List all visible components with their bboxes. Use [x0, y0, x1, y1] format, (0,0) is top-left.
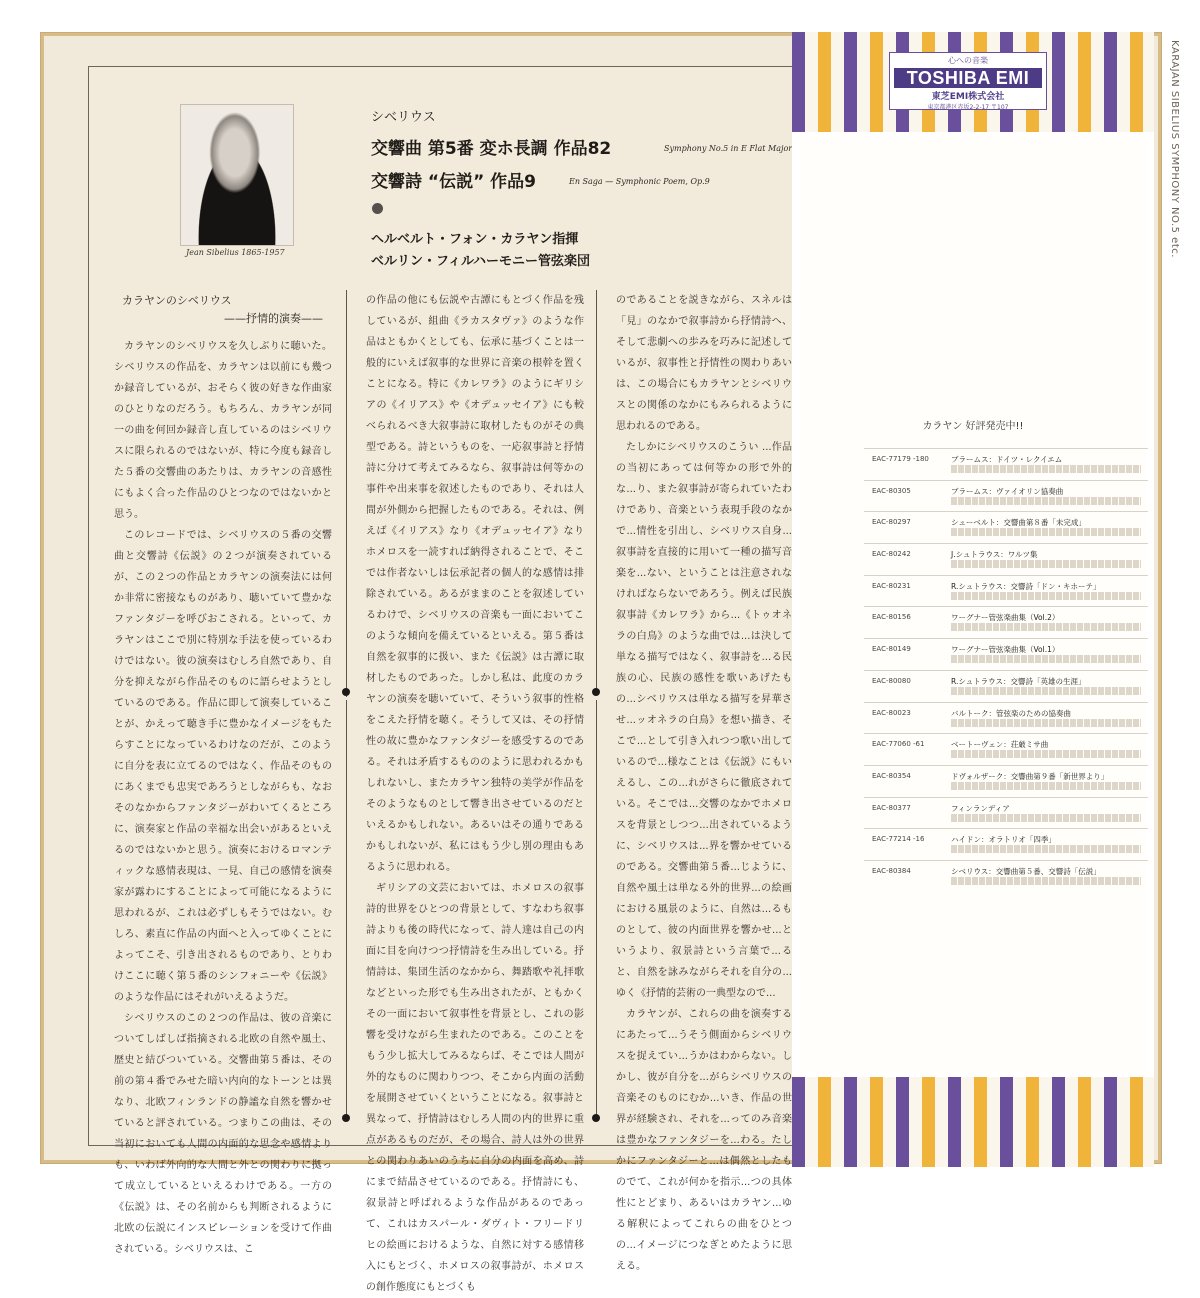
catalog-detail — [951, 814, 1141, 822]
article-column-1 — [114, 336, 332, 1255]
article-subtitle: ——抒情的演奏—— — [224, 312, 323, 325]
catalog-title: J.シュトラウス：ワルツ集 — [951, 550, 1038, 560]
catalog-title: バルトーク：管弦楽のための協奏曲 — [951, 708, 1071, 718]
article-title: カラヤンのシベリウス — [122, 294, 232, 307]
catalog-title: ブラームス：ヴァイオリン協奏曲 — [951, 486, 1064, 496]
company-name: 東芝EMI株式会社 — [931, 92, 1005, 102]
catalog-title: ワーグナー管弦楽曲集（Vol.2） — [951, 613, 1060, 623]
spine-text-strip — [1166, 32, 1180, 932]
toshiba-emi-logo — [889, 52, 1047, 110]
catalog-detail — [951, 592, 1141, 600]
catalog-title: ドヴォルザーク：交響曲第９番「新世界より」 — [951, 771, 1109, 781]
catalog-number: EAC-80354 — [872, 771, 911, 780]
catalog-number: EAC-80384 — [872, 866, 911, 875]
work-title-1: 交響曲 第5番 変ホ長調 作品82 — [371, 139, 612, 159]
column-divider — [346, 290, 347, 690]
catalog-number: EAC-80023 — [872, 708, 911, 717]
catalog-detail — [951, 750, 1141, 758]
column-divider — [596, 700, 597, 1118]
article-paragraph: の作品の他にも伝説や古譚にもとづく作品を残しているが、組曲《ラカスタヴァ》のような作品はともかくとしても、伝承に基づくことは一般的にいえば叙事的な世界に音楽の根幹を置くことになる。特に《カレワラ》のようにギリシアの《イリアス》や《オデュッセイア》にも較べられるべき大叙事詩に取材したものがその典型である。詩というものを、一応叙事詩と抒情詩に分けて考えてみるなら、叙事詩は何等かの事件や出来事を叙述したものであり、それは人間が外側から把握したものである。それは、例えば《イリアス》なり《オデュッセイア》なりホメロスを一読すれば納得されることで、そこでは作者ないしは伝承記者の個人的な感情は排除されている。あるがままのことを叙述しているわけで、シベリウスの音楽も一面においてこのような傾向を備えているといえる。第５番は自然を叙事的に扱い、また《伝説》は古譚に取材したものであった。しかし私は、此度のカラヤンの演奏を聴いていて、そういう叙事的性格をこえた抒情を聴く。そうして又は、その抒情性の故に豊かなファンタジーを感受するのである。それは矛盾するもののように思われるかもしれないし、またカラヤン独特の美学が作品をそのようなものとして響き出させているのだといえるかもしれない。あるいはその通りであるかもしれないが、私にはもう少し別の理由もあるように思われる。 — [366, 295, 584, 873]
catalog-title: R.シュトラウス：交響詩「ドン・キホーテ」 — [951, 581, 1101, 591]
catalog-item — [864, 511, 1148, 543]
divider-dot-icon — [342, 688, 350, 696]
logo-tagline: 心への音楽 — [948, 56, 988, 65]
catalog-title: ワーグナー管弦楽曲集（Vol.1） — [951, 645, 1060, 655]
divider-dot-icon — [342, 1114, 350, 1122]
spine-text: KARAJAN SIBELIUS SYMPHONY NO.5 etc. — [1169, 40, 1180, 258]
article-paragraph: カラヤンが、これらの曲を演奏するにあたって...うそう側面からシベリウスを捉えてい...うかはわからない。しかし、彼が自分を...がらシベリウスの音楽そのものにむか...いき、作品の世界が経験され、それを...ってのみ音楽は豊かなファンタジーを...わる。たしかにファンタジーと...は偶然としたものでて、これが何かを指示...つの具体性にとどまり、あるいはカラヤン...ゆる解釈によってこれらの曲をひとつの...イメージにつなぎとめたように思える。 — [616, 1009, 792, 1272]
catalog-item — [864, 670, 1148, 702]
catalog-item — [864, 575, 1148, 607]
divider-dot-icon — [592, 688, 600, 696]
article-paragraph: ギリシアの文芸においては、ホメロスの叙事詩的世界をひとつの背景として、すなわち叙事詩よりも後の時代になって、詩人達は自己の内面に目を向けつつ抒情詩を生み出している。抒情詩は、集団生活のなかから、舞踏歌や礼拝歌などといった形でも生み出されたが、ともかくその一面において叙事性を背景とし、これの影響を受けながら生まれたのである。このことをもう少し拡大してみるならば、そこでは人間が外的なものに関わりつつ、そこから内面の活動を展開させていくということになる。叙事詩と異なって、抒情詩はむしろ人間の内的世界に重点があるものだが、その場合、詩人は外の世界との関わりあいのうちに自分の内面を高め、詩にまで結晶させているのである。抒情詩にも、叙景詩と呼ばれるような作品があるのであって、これはカスパール・ダヴィト・フリードリヒの絵画におけるような、自然に対する感情移入にもとづく、ホメロスの叙事詩が、ホメロスの創作態度にもとづくも — [366, 883, 584, 1293]
article-column-3 — [616, 290, 792, 1272]
catalog-number: EAC-80377 — [872, 803, 911, 812]
catalog-heading: カラヤン 好評発売中!! — [922, 421, 1024, 432]
conductor-credit: ヘルベルト・フォン・カラヤン指揮 — [371, 232, 579, 247]
obi-catalog-panel — [800, 135, 1146, 1073]
catalog-title: R.シュトラウス：交響詩「英雄の生涯」 — [951, 676, 1086, 686]
obi-strip — [792, 32, 1154, 1167]
catalog-number: EAC-77060 -61 — [872, 740, 925, 749]
catalog-item — [864, 797, 1148, 829]
catalog-detail — [951, 687, 1141, 695]
catalog-detail — [951, 782, 1141, 790]
catalog-number: EAC-80080 — [872, 676, 911, 685]
catalog-number: EAC-80149 — [872, 645, 911, 654]
article-paragraph: シベリウスのこの２つの作品は、彼の音楽についてしばしば指摘される北欧の自然や風土、歴史と結びついている。交響曲第５番は、その前の第４番でみせた暗い内向的なトーンとは異なり、北欧フィンランドの静謐な自然を響かせていると評されている。つまりこの曲は、その当初においても人間の内面的な思念や感情よりも、いわば外向的な人間と外との関わりに拠って成立しているといえるわけである。一方の《伝説》は、その名前からも判断されるように北欧の伝説にインスピレーションを受けて作曲されている。シベリウスは、こ — [114, 1013, 332, 1255]
catalog-item — [864, 860, 1148, 892]
work-title-2: 交響詩 “伝説” 作品9 — [371, 172, 537, 192]
catalog-detail — [951, 528, 1141, 536]
catalog-title: フィンランディア — [951, 803, 1010, 813]
work-title-2-english: En Saga — Symphonic Poem, Op.9 — [569, 177, 710, 186]
catalog-item — [864, 638, 1148, 670]
orchestra-credit: ベルリン・フィルハーモニー管弦楽団 — [371, 254, 591, 269]
composer-name: シベリウス — [371, 110, 436, 125]
column-divider-gap — [346, 696, 347, 697]
catalog-detail — [951, 465, 1141, 473]
catalog-title: シューベルト：交響曲第８番「未完成」 — [951, 518, 1086, 528]
article-paragraph: のであることを説きながら、スネルは「見」のなかで叙事詩から抒情詩へ、そして悲劇への歩みを巧みに記述しているが、叙事性と抒情性の関わりあいは、この場合にもカラヤンとシベリウスとの関係のなかにもみられるように思われるのである。 — [616, 295, 792, 432]
catalog-number: EAC-80297 — [872, 518, 911, 527]
catalog-title: ハイドン：オラトリオ「四季」 — [951, 835, 1056, 845]
catalog-item — [864, 702, 1148, 734]
portrait-caption: Jean Sibelius 1865-1957 — [186, 248, 285, 257]
catalog-detail — [951, 560, 1141, 568]
column-divider — [596, 290, 597, 690]
catalog-number: EAC-80231 — [872, 581, 911, 590]
catalog-number: EAC-77214 -16 — [872, 835, 925, 844]
catalog-title: ベートーヴェン：荘厳ミサ曲 — [951, 740, 1049, 750]
catalog-number: EAC-80156 — [872, 613, 911, 622]
article-paragraph: このレコードでは、シベリウスの５番の交響曲と交響詩《伝説》の２つが演奏されているが、この２つの作品とカラヤンの演奏法には何か非常に密接なものがあり、聴いていて豊かなファンタジーを呼びおこされる。といって、カラヤンはここで別に特別な手法を使っているわけではない。彼の演奏はむしろ自然であり、自分を抑えながら作品そのものに語らせようとしているのである。作品に即して演奏していることが、かえって聴き手に豊かなイメージをもたらすことになっているわけなのだが、このように自分を表に立てるのではなく、作品そのものにあくまでも忠実であろうとしながらも、なおそのなかからファンタジーがわいてくるところに、演奏家と作品の幸福な出会いがあるといえるのではないかと思う。演奏におけるロマンティックな感情表現は、一見、自己の感情を演奏家が露わにすることによって可能になるように思われるが、これは必ずしもそうではない。むしろ、素直に作品の内面へと入ってゆくことによってこそ、引き出されるものであり、とりわけここに聴く第５番のシンフォニーや《伝説》のような作品にはそれがいえるようだ。 — [114, 530, 332, 1003]
catalog-detail — [951, 719, 1141, 727]
catalog-item — [864, 765, 1148, 797]
divider-dot-icon — [592, 1114, 600, 1122]
article-paragraph: たしかにシベリウスのこうい ...作品の当初にあっては何等かの形で外的な...り、また叙事詩が寄られていたわけであり、音楽という表現手段のなかで...情性を引出し、シベリウス自身...叙事詩を直接的に用いて一種の描写音楽を...ない、ということは注意されなければならないであろう。例えば民族叙事詩《カレワラ》から...《トゥオネラの白鳥》のような曲では...は決して単なる描写ではなく、叙事詩を...る民族の心、民族の感性を歌いあげたもの...シベリウスは単なる描写を昇華させ...ッオネラの白鳥》を想い描き、そこで...として引き入れつつ歌い出しているので...様なことは《伝説》にもいえるし、この...れがさらに徹底されている。そこでは...交響のなかでホメロスを背景としつつ...出されているように、シベリウスは...界を響かせているのである。交響曲第５番...じように、自然や風土は単なる外的世界...の絵画における風景のように、自然は...るものとして、彼の内面世界を響かせ...というより、叙景詩という言葉で...ると、自然を詠みながらそれを自分の...ゆく《抒情的芸術の一典型なので... — [616, 442, 792, 999]
catalog-item — [864, 480, 1148, 512]
article-paragraph: カラヤンのシベリウスを久しぶりに聴いた。シベリウスの作品を、カラヤンは以前にも幾つか録音しているが、おそらく彼の好きな作曲家のひとりなのだろう。もちろん、カラヤンが同一の曲を何回か録音し直しているのはシベリウスに限られるのではないが、特に今度も録音した５番の交響曲のあたりは、カラヤンの音感性にもよく合った作品のひとつなのではないかと思う。 — [114, 341, 332, 520]
catalog-title: ブラームス：ドイツ・レクイエム — [951, 455, 1063, 464]
composer-portrait — [180, 104, 294, 246]
catalog-item — [864, 448, 1148, 480]
bullet-dot-icon — [372, 203, 383, 214]
catalog-item — [864, 543, 1148, 575]
obi-stripes-bottom — [792, 1077, 1154, 1167]
catalog-detail — [951, 845, 1141, 853]
logo-wordmark: TOSHIBA EMI — [894, 68, 1042, 88]
article-column-2 — [366, 290, 584, 1293]
catalog-detail — [951, 655, 1141, 663]
catalog-detail — [951, 623, 1141, 631]
work-title-1-english: Symphony No.5 in E Flat Major — [664, 144, 793, 153]
catalog-detail — [951, 877, 1141, 885]
catalog-detail — [951, 497, 1141, 505]
catalog-item — [864, 828, 1148, 860]
catalog-title: シベリウス：交響曲第５番、交響詩「伝説」 — [951, 866, 1101, 876]
company-address: 東京都港区赤坂2-2-17 〒107 — [927, 104, 1009, 111]
catalog-number: EAC-80242 — [872, 550, 911, 559]
catalog-number: EAC-80305 — [872, 486, 911, 495]
catalog-list — [864, 448, 1148, 892]
catalog-item — [864, 606, 1148, 638]
catalog-item — [864, 733, 1148, 765]
catalog-number: EAC-77179 -180 — [872, 455, 929, 463]
column-divider — [346, 700, 347, 1118]
